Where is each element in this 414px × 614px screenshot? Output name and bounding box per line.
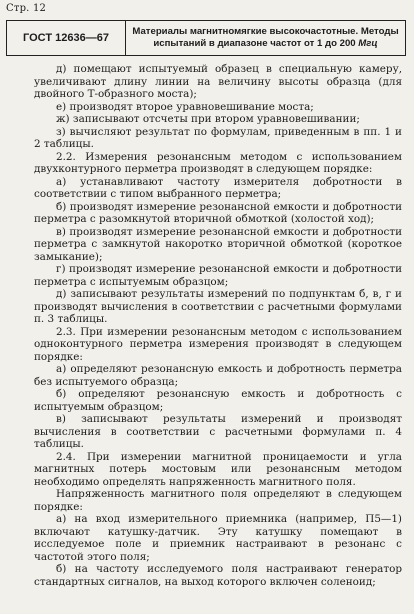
paragraph: в) записывают результаты измерений и производят вычисления в соответствии с расчетными формулами п. 4 таблицы. — [34, 413, 402, 450]
paragraph: г) производят измерение резонансной емкости и добротности перметра с испытуемым образцом; — [34, 263, 402, 288]
page-number: Стр. 12 — [6, 3, 47, 14]
standard-code: ГОСТ 12636—67 — [7, 21, 126, 55]
standard-header — [6, 20, 406, 56]
paragraph: з) вычисляют результат по формулам, приведенным в пп. 1 и 2 таблицы. — [34, 125, 402, 150]
paragraph: Напряженность магнитного поля определяют в следующем порядке: — [34, 488, 402, 513]
paragraph: 2.2. Измерения резонансным методом с использованием двухконтурного перметра производят в следующем порядке: — [34, 150, 402, 175]
title-line-2 — [153, 38, 377, 50]
title-line-2-text: испытаний в диапазоне частот от 1 до 200 — [153, 38, 359, 49]
paragraph: а) устанавливают частоту измерителя добротности в соответствии с типом выбранного перметра; — [34, 175, 402, 200]
standard-title — [126, 21, 405, 55]
frequency-unit: Мгц — [358, 38, 378, 49]
document-body — [34, 63, 402, 588]
paragraph: 2.3. При измерении резонансным методом с использованием одноконтурного перметра измерения производят в следующем порядке: — [34, 325, 402, 363]
paragraph: а) определяют резонансную емкость и добротность перметра без испытуемого образца; — [34, 363, 402, 388]
paragraph: д) записывают результаты измерений по подпунктам б, в, г и производят вычисления в соответствии с расчетными формулами п. 3 таблицы. — [34, 288, 402, 325]
paragraph: д) помещают испытуемый образец в специальную камеру, увеличивают длину линии на величину высоты образца (для двойного Т-образного моста); — [34, 63, 402, 100]
title-line-1: Материалы магнитномягкие высокочастотные. Методы — [132, 26, 399, 37]
paragraph: б) на частоту исследуемого поля настраивают генератор стандартных сигналов, на выход которого включен соленоид; — [34, 563, 402, 588]
paragraph: а) на вход измерительного приемника (например, П5—1) включают катушку-датчик. Эту катушку помещают в исследуемое поле и приемник настраивают в резонанс с частотой этого поля; — [34, 513, 402, 563]
paragraph: б) производят измерение резонансной емкости и добротности перметра с разомкнутой вторичной обмоткой (холостой ход); — [34, 200, 402, 225]
paragraph: ж) записывают отсчеты при втором уравновешивании; — [56, 113, 360, 125]
paragraph: 2.4. При измерении магнитной проницаемости и угла магнитных потерь мостовым или резонансным методом необходимо определять напряженность магнитного поля. — [34, 450, 402, 488]
paragraph: б) определяют резонансную емкость и добротность с испытуемым образцом; — [34, 388, 402, 413]
paragraph: в) производят измерение резонансной емкости и добротности перметра с замкнутой накоротко вторичной обмоткой (короткое замыкание); — [34, 225, 402, 263]
paragraph: е) производят второе уравновешивание моста; — [56, 100, 314, 113]
